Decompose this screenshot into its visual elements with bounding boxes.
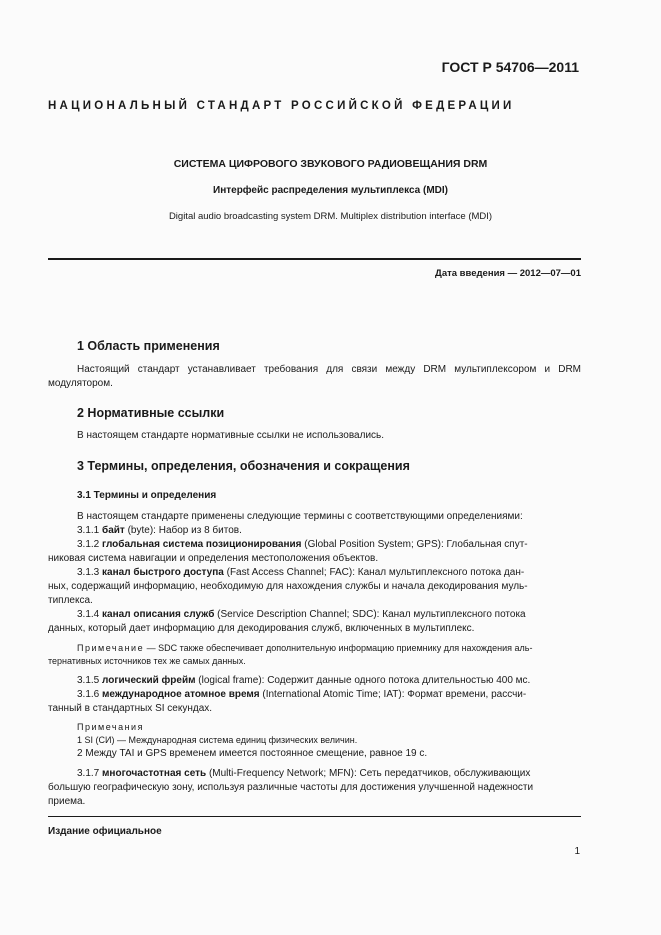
- introduction-date: Дата введения — 2012—07—01: [435, 268, 581, 279]
- header-divider: [48, 258, 581, 260]
- national-standard-banner: НАЦИОНАЛЬНЫЙ СТАНДАРТ РОССИЙСКОЙ ФЕДЕРАЦИИ: [48, 100, 515, 112]
- section-1-heading: 1 Область применения: [77, 339, 220, 353]
- document-title: СИСТЕМА ЦИФРОВОГО ЗВУКОВОГО РАДИОВЕЩАНИЯ DRM: [173, 158, 488, 170]
- section-2-heading: 2 Нормативные ссылки: [77, 406, 225, 420]
- term-3-1-3: 3.1.3 канал быстрого доступа (Fast Access Channel; FAC): Канал мультиплексного потока дан-: [77, 567, 525, 578]
- term-3-1-4-cont: данных, который дает информацию для декодирования служб, включенных в мультиплекс.: [48, 623, 475, 634]
- term-3-1-7-cont: большую географическую зону, используя различные частоты для достижения улучшенной надежности: [48, 782, 534, 793]
- term-3-1-7: 3.1.7 многочастотная сеть (Multi-Frequency Network; MFN): Сеть передатчиков, обслуживающих: [77, 768, 531, 779]
- footer-divider: [48, 816, 581, 817]
- term-3-1-6-cont: танный в стандартных SI секундах.: [48, 703, 213, 714]
- subsection-3-1-heading: 3.1 Термины и определения: [77, 490, 217, 501]
- term-3-1-3-cont2: типлекса.: [48, 595, 93, 606]
- notes-label: Примечания: [77, 722, 144, 732]
- term-3-1-1: 3.1.1 байт (byte): Набор из 8 битов.: [77, 525, 242, 536]
- note-sdc: Примечание — SDC также обеспечивает дополнительную информацию приемнику для нахождения аль-: [77, 643, 533, 653]
- note-sdc-cont: тернативных источников тех же самых данных.: [48, 656, 246, 666]
- section-2-text: В настоящем стандарте нормативные ссылки не использовались.: [77, 430, 385, 441]
- document-code: ГОСТ Р 54706—2011: [441, 59, 579, 75]
- document-title-english: Digital audio broadcasting system DRM. Multiplex distribution interface (MDI): [168, 211, 493, 222]
- term-3-1-6: 3.1.6 международное атомное время (International Atomic Time; IAT): Формат времени, рассчи-: [77, 689, 527, 700]
- term-3-1-5: 3.1.5 логический фрейм (logical frame): Содержит данные одного потока длительностью 400 мс.: [77, 675, 531, 686]
- note-1: 1 SI (СИ) — Международная система единиц физических величин.: [77, 735, 358, 745]
- page-number: 1: [574, 846, 580, 857]
- term-3-1-2: 3.1.2 глобальная система позиционирования (Global Position System; GPS): Глобальная спут-: [77, 539, 528, 550]
- document-subtitle: Интерфейс распределения мультиплекса (MDI): [213, 185, 448, 196]
- section-3-heading: 3 Термины, определения, обозначения и сокращения: [77, 459, 410, 473]
- term-3-1-7-cont2: приема.: [48, 796, 86, 807]
- official-edition-label: Издание официальное: [48, 826, 162, 837]
- term-3-1-3-cont: ных, содержащий информацию, необходимую для нахождения службы и начала декодирования муль-: [48, 581, 528, 592]
- terms-intro: В настоящем стандарте применены следующие термины с соответствующими определениями:: [77, 511, 523, 522]
- term-3-1-2-cont: никовая система навигации и определения местоположения объектов.: [48, 553, 379, 564]
- note-2: 2 Между TAI и GPS временем имеется постоянное смещение, равное 19 с.: [77, 748, 428, 759]
- section-1-text: Настоящий стандарт устанавливает требования для связи между DRM мультиплексором и DRM модулятором.: [48, 364, 581, 390]
- term-3-1-4: 3.1.4 канал описания служб (Service Description Channel; SDC): Канал мультиплексного потока: [77, 609, 526, 620]
